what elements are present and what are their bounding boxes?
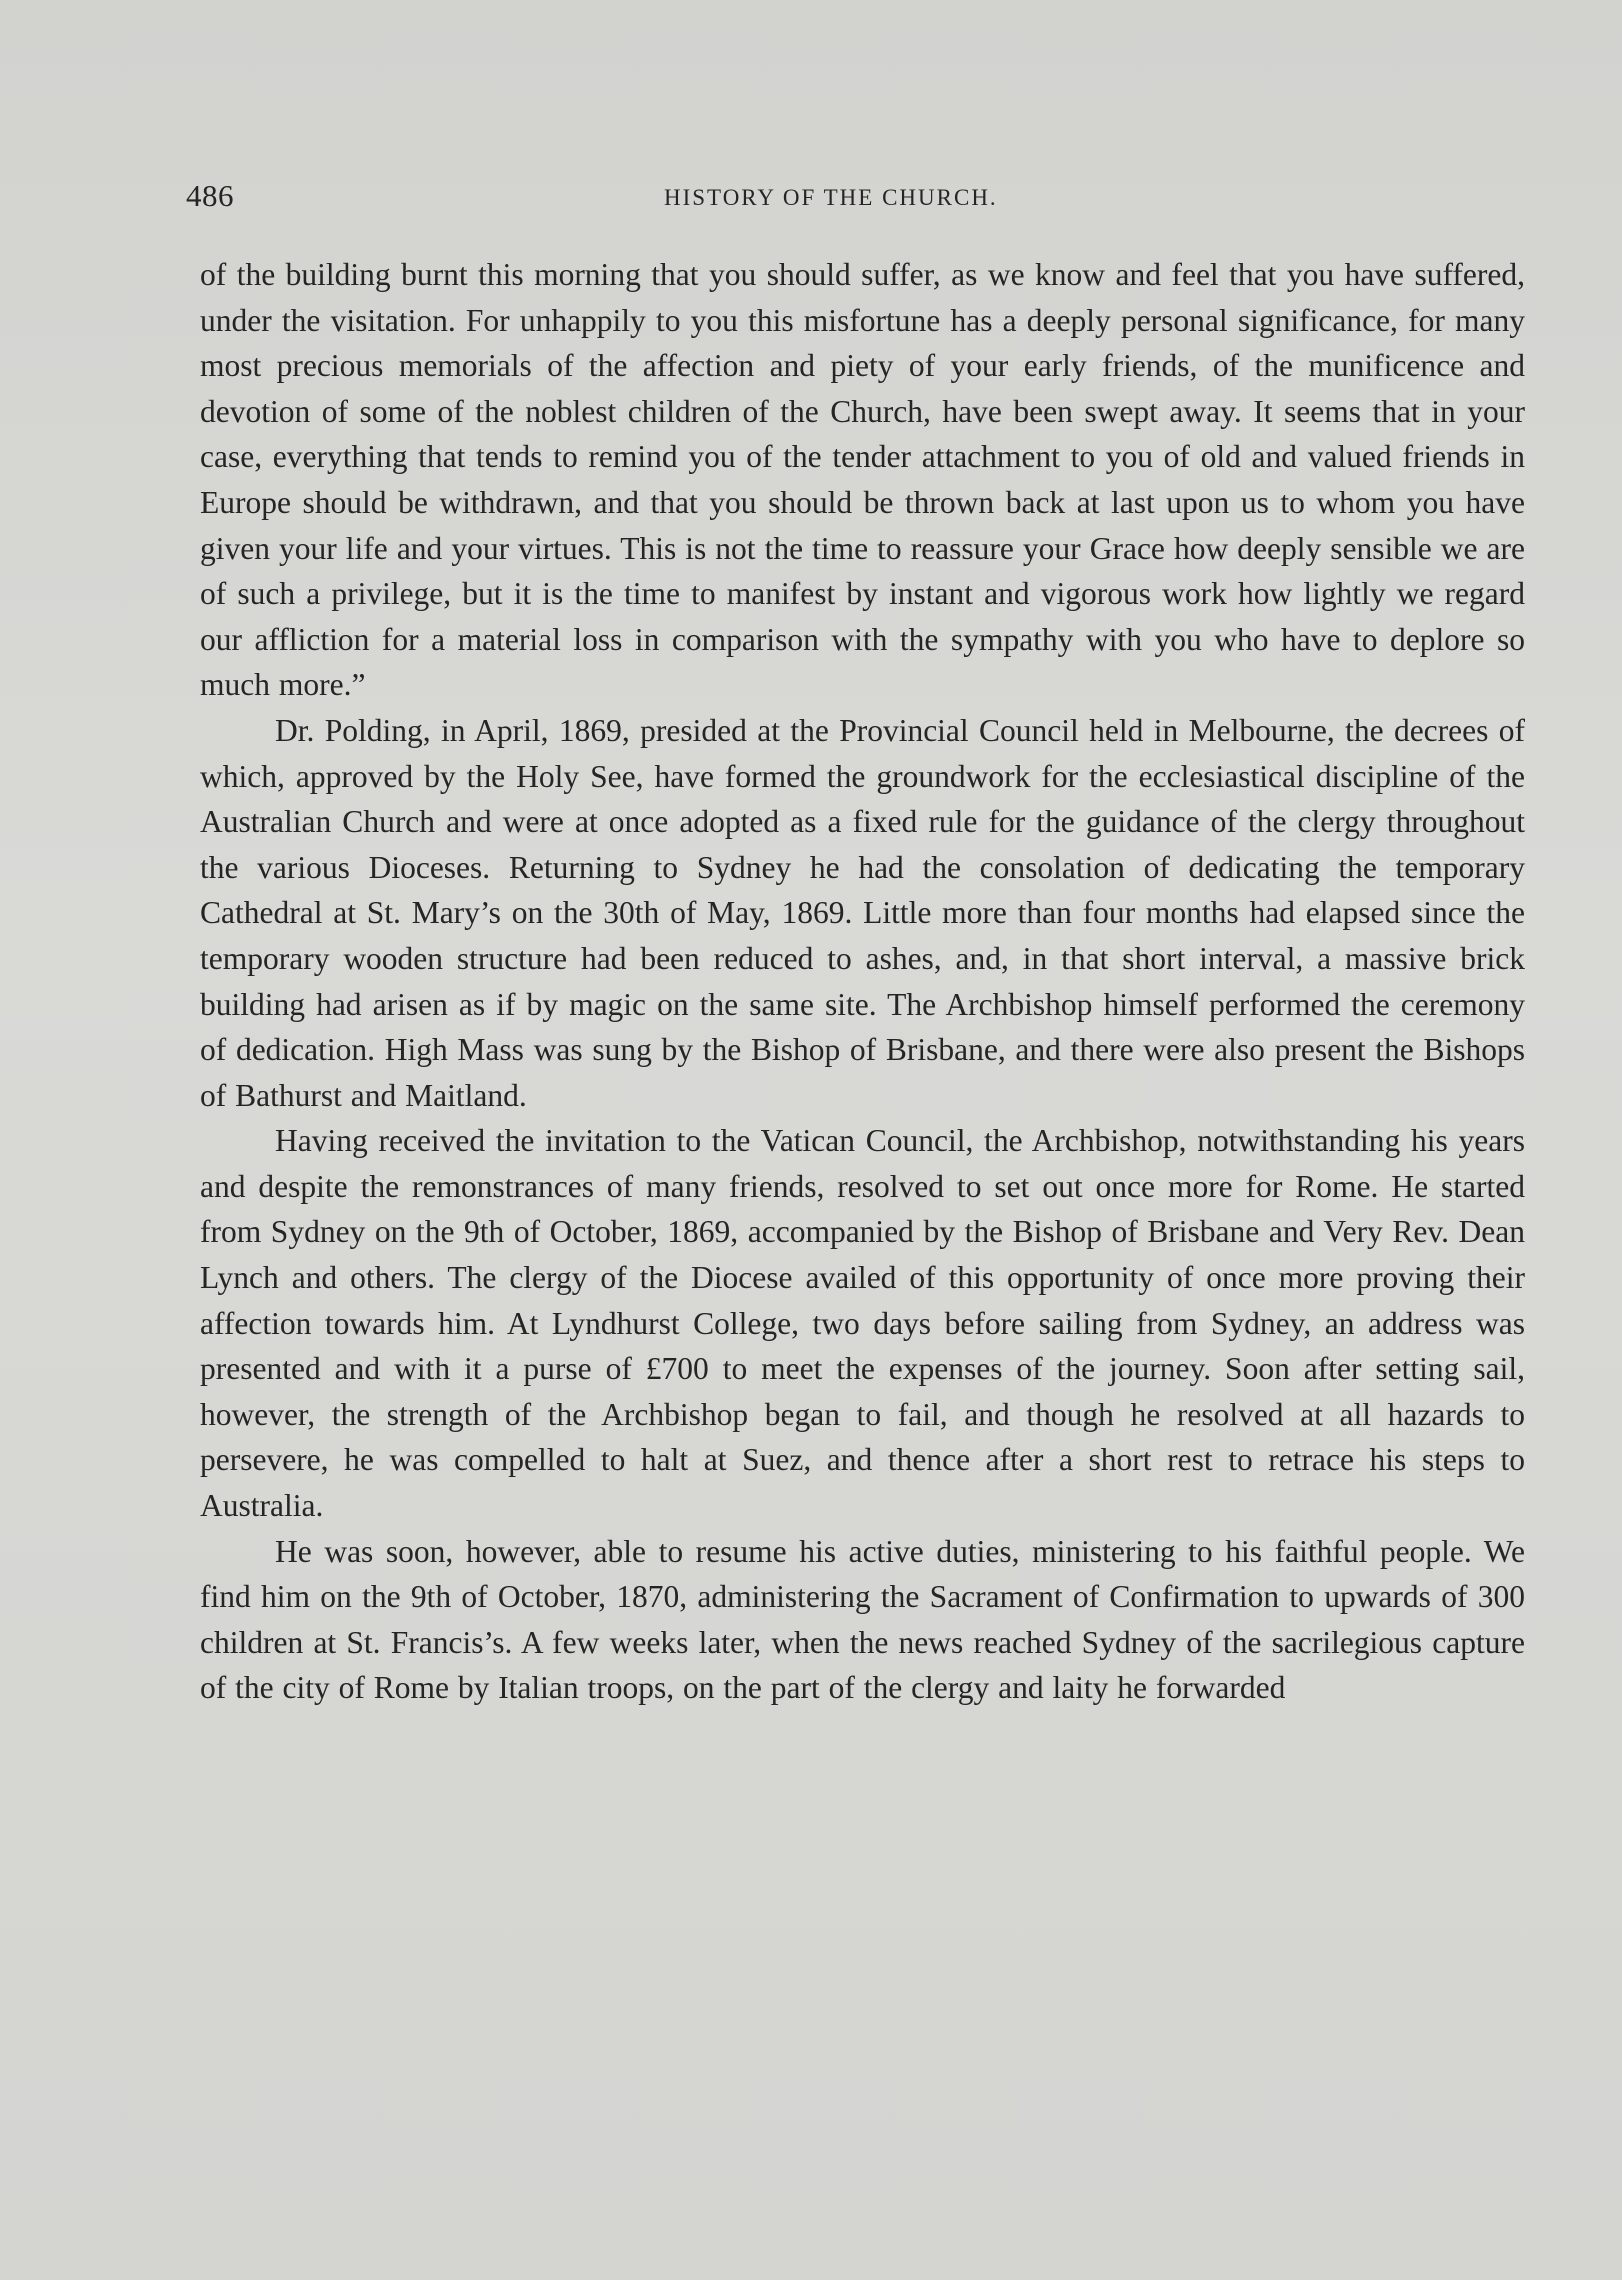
- page-header: [186, 178, 1526, 222]
- page-number: 486: [186, 178, 234, 213]
- body-text: [200, 252, 1525, 1711]
- running-title: HISTORY OF THE CHURCH.: [664, 185, 998, 210]
- paragraph-resumed-duties: He was soon, however, able to resume his active duties, ministering to his faithful people. We find him on the 9th of October, 1870, administering the Sacrament of Confirmation to upwards of 300 children at St. Francis’s. A few weeks later, when the news reached Sydney of the sacrilegious capture of the city of Rome by Italian troops, on the part of the clergy and laity he forwarded: [200, 1533, 1525, 1706]
- paragraph-vatican-council: Having received the invitation to the Vatican Council, the Archbishop, notwithstanding his years and despite the remonstrances of many friends, resolved to set out once more for Rome. He started from Sydney on the 9th of October, 1869, accompanied by the Bishop of Brisbane and Very Rev. Dean Lynch and others. The clergy of the Diocese availed of this opportunity of once more proving their affection towards him. At Lyndhurst College, two days before sailing from Sydney, an address was presented and with it a purse of £700 to meet the expenses of the journey. Soon after setting sail, however, the strength of the Archbishop began to fail, and though he resolved at all hazards to persevere, he was compelled to halt at Suez, and thence after a short rest to retrace his steps to Australia.: [200, 1123, 1525, 1524]
- paragraph-continued-quote: of the building burnt this morning that you should suffer, as we know and feel that you have suffered, under the visitation. For unhappily to you this misfortune has a deeply personal significance, for many most precious memorials of the affection and piety of your early friends, of the munificence and devotion of some of the noblest children of the Church, have been swept away. It seems that in your case, everything that tends to remind you of the tender attachment to you of old and valued friends in Europe should be withdrawn, and that you should be thrown back at last upon us to whom you have given your life and your virtues. This is not the time to reassure your Grace how deeply sensible we are of such a privilege, but it is the time to manifest by instant and vigorous work how lightly we regard our affliction for a material loss in comparison with the sympathy with you who have to deplore so much more.”: [200, 257, 1525, 703]
- paragraph-provincial-council: Dr. Polding, in April, 1869, presided at the Provincial Council held in Melbourne, the decrees of which, approved by the Holy See, have formed the groundwork for the ecclesiastical discipline of the Australian Church and were at once adopted as a fixed rule for the guidance of the clergy throughout the various Dioceses. Returning to Sydney he had the consolation of dedicating the temporary Cathedral at St. Mary’s on the 30th of May, 1869. Little more than four months had elapsed since the temporary wooden structure had been reduced to ashes, and, in that short interval, a massive brick building had arisen as if by magic on the same site. The Archbishop himself performed the ceremony of dedication. High Mass was sung by the Bishop of Brisbane, and there were also present the Bishops of Bathurst and Maitland.: [200, 712, 1525, 1113]
